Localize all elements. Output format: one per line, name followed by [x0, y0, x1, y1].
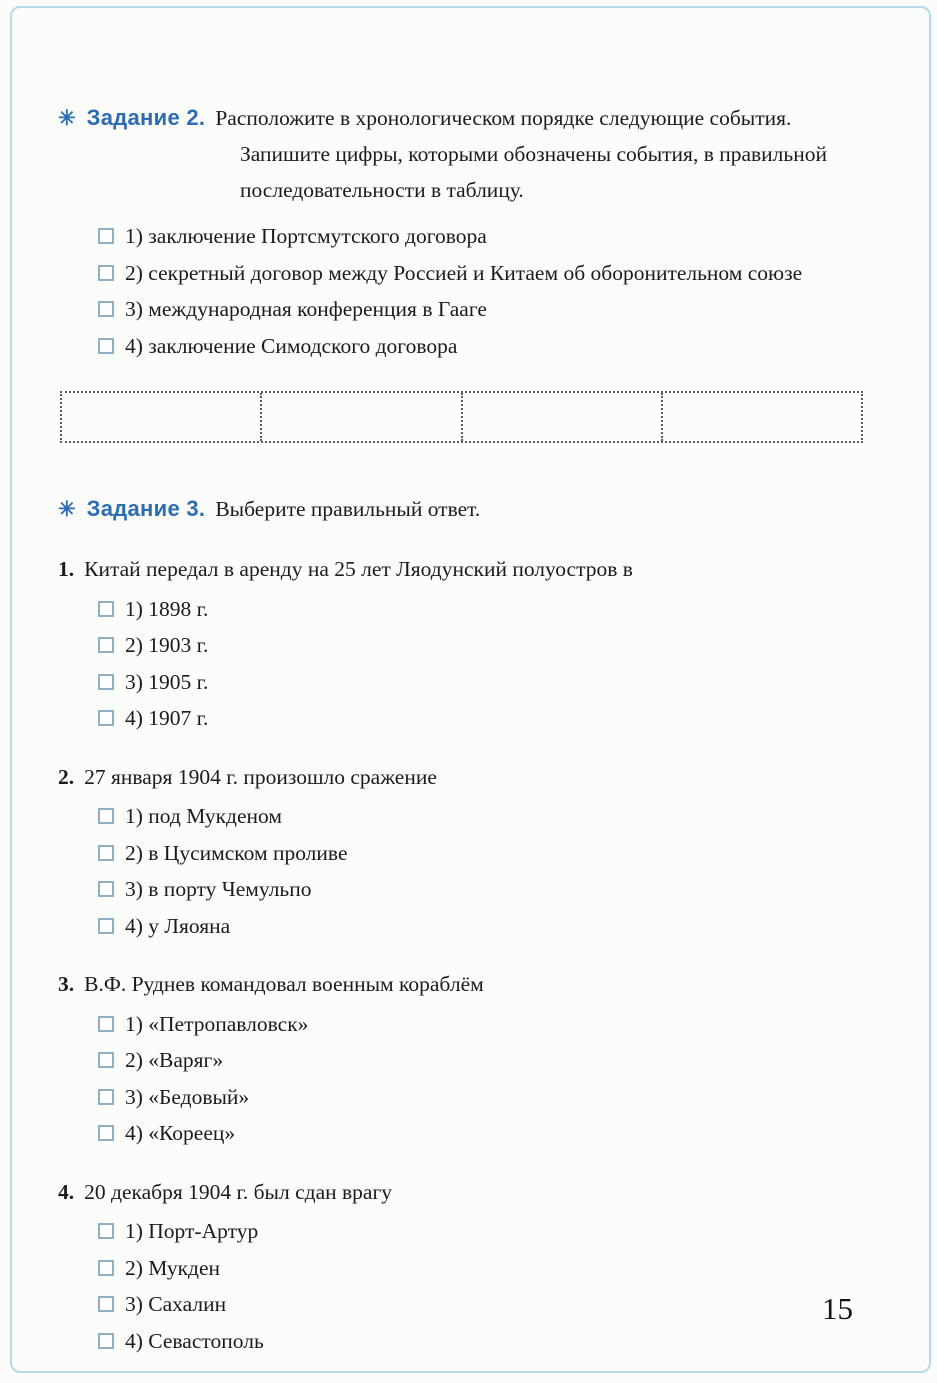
asterisk-icon: ✳	[58, 498, 76, 522]
checkbox[interactable]	[98, 1016, 114, 1032]
question-4-options	[98, 1215, 863, 1358]
checkbox[interactable]	[98, 1296, 114, 1312]
option-label: 2) Мукден	[125, 1255, 221, 1280]
question-2	[58, 760, 863, 944]
checkbox[interactable]	[98, 1260, 114, 1276]
task2-heading	[58, 100, 863, 208]
checkbox[interactable]	[98, 338, 114, 354]
question-text: 27 января 1904 г. произошло сражение	[84, 764, 437, 789]
option-label: 3) международная конференция в Гааге	[125, 297, 487, 322]
task3-title: Задание 3.	[86, 496, 206, 522]
task2-option-4	[98, 330, 863, 364]
question-3-text	[58, 967, 863, 1001]
q1-option-2	[98, 629, 863, 663]
question-2-text	[58, 760, 863, 794]
option-label: 3) Сахалин	[125, 1292, 227, 1317]
option-label: 2) 1903 г.	[125, 633, 209, 658]
task2-options	[98, 220, 863, 363]
checkbox[interactable]	[98, 601, 114, 617]
option-label: 2) «Варяг»	[125, 1048, 224, 1073]
option-label: 4) заключение Симодского договора	[125, 333, 458, 358]
q3-option-1	[98, 1008, 863, 1042]
question-1-options	[98, 593, 863, 736]
checkbox[interactable]	[98, 1052, 114, 1068]
task2-option-1	[98, 220, 863, 254]
checkbox[interactable]	[98, 808, 114, 824]
task2-title: Задание 2.	[86, 105, 206, 130]
task2-instruction: Расположите в хронологическом порядке следующие события. Запишите цифры, которыми обозначены события, в правильной последовательности в таблицу.	[215, 106, 827, 202]
option-label: 1) 1898 г.	[125, 596, 209, 621]
option-label: 2) секретный договор между Россией и Китаем об оборонительном союзе	[125, 260, 803, 285]
option-label: 4) Севастополь	[125, 1328, 264, 1353]
option-label: 4) у Ляояна	[125, 913, 231, 938]
question-1-text	[58, 552, 863, 586]
option-label: 3) 1905 г.	[125, 669, 209, 694]
answer-cell-1[interactable]	[62, 393, 262, 441]
task2-section	[58, 100, 863, 443]
q3-option-2	[98, 1044, 863, 1078]
q4-option-2	[98, 1252, 863, 1286]
question-2-options	[98, 800, 863, 943]
option-label: 3) в порту Чемульпо	[125, 877, 312, 902]
question-1	[58, 552, 863, 736]
q2-option-4	[98, 910, 863, 944]
checkbox[interactable]	[98, 1125, 114, 1141]
option-label: 4) 1907 г.	[125, 706, 209, 731]
checkbox[interactable]	[98, 301, 114, 317]
checkbox[interactable]	[98, 265, 114, 281]
checkbox[interactable]	[98, 918, 114, 934]
checkbox[interactable]	[98, 1333, 114, 1349]
question-4	[58, 1175, 863, 1359]
option-label: 1) под Мукденом	[125, 804, 282, 829]
q4-option-3	[98, 1288, 863, 1322]
q4-option-1	[98, 1215, 863, 1249]
checkbox[interactable]	[98, 228, 114, 244]
answer-cell-4[interactable]	[663, 393, 861, 441]
checkbox[interactable]	[98, 674, 114, 690]
question-text: 20 декабря 1904 г. был сдан врагу	[84, 1179, 393, 1204]
question-4-text	[58, 1175, 863, 1209]
question-text: В.Ф. Руднев командовал военным кораблём	[84, 972, 484, 997]
question-3	[58, 967, 863, 1151]
q3-option-4	[98, 1117, 863, 1151]
q3-option-3	[98, 1081, 863, 1115]
question-number: 4.	[58, 1179, 75, 1204]
answer-cell-2[interactable]	[262, 393, 462, 441]
checkbox[interactable]	[98, 1089, 114, 1105]
question-text: Китай передал в аренду на 25 лет Ляодунский полуостров в	[84, 557, 633, 582]
checkbox[interactable]	[98, 1223, 114, 1239]
question-number: 2.	[58, 764, 75, 789]
checkbox[interactable]	[98, 881, 114, 897]
q1-option-3	[98, 666, 863, 700]
q4-option-4	[98, 1325, 863, 1359]
checkbox[interactable]	[98, 845, 114, 861]
task3-section	[58, 491, 863, 1358]
checkbox[interactable]	[98, 637, 114, 653]
page-content	[58, 100, 863, 1361]
task2-option-3	[98, 293, 863, 327]
q1-option-1	[98, 593, 863, 627]
option-label: 1) «Петропавловск»	[125, 1011, 309, 1036]
asterisk-icon: ✳	[58, 107, 76, 130]
option-label: 1) Порт-Артур	[125, 1219, 259, 1244]
page-number: 15	[822, 1291, 853, 1326]
option-label: 4) «Кореец»	[125, 1121, 236, 1146]
task3-heading	[58, 491, 863, 528]
task2-option-2	[98, 257, 863, 291]
option-label: 3) «Бедовый»	[125, 1084, 250, 1109]
question-number: 1.	[58, 557, 75, 582]
question-3-options	[98, 1008, 863, 1151]
answer-cell-3[interactable]	[463, 393, 663, 441]
option-label: 2) в Цусимском проливе	[125, 840, 348, 865]
checkbox[interactable]	[98, 710, 114, 726]
option-label: 1) заключение Портсмутского договора	[125, 224, 487, 249]
question-number: 3.	[58, 972, 75, 997]
answer-table	[60, 391, 863, 443]
q2-option-2	[98, 837, 863, 871]
q1-option-4	[98, 702, 863, 736]
task3-instruction: Выберите правильный ответ.	[215, 497, 481, 522]
q2-option-3	[98, 873, 863, 907]
q2-option-1	[98, 800, 863, 834]
